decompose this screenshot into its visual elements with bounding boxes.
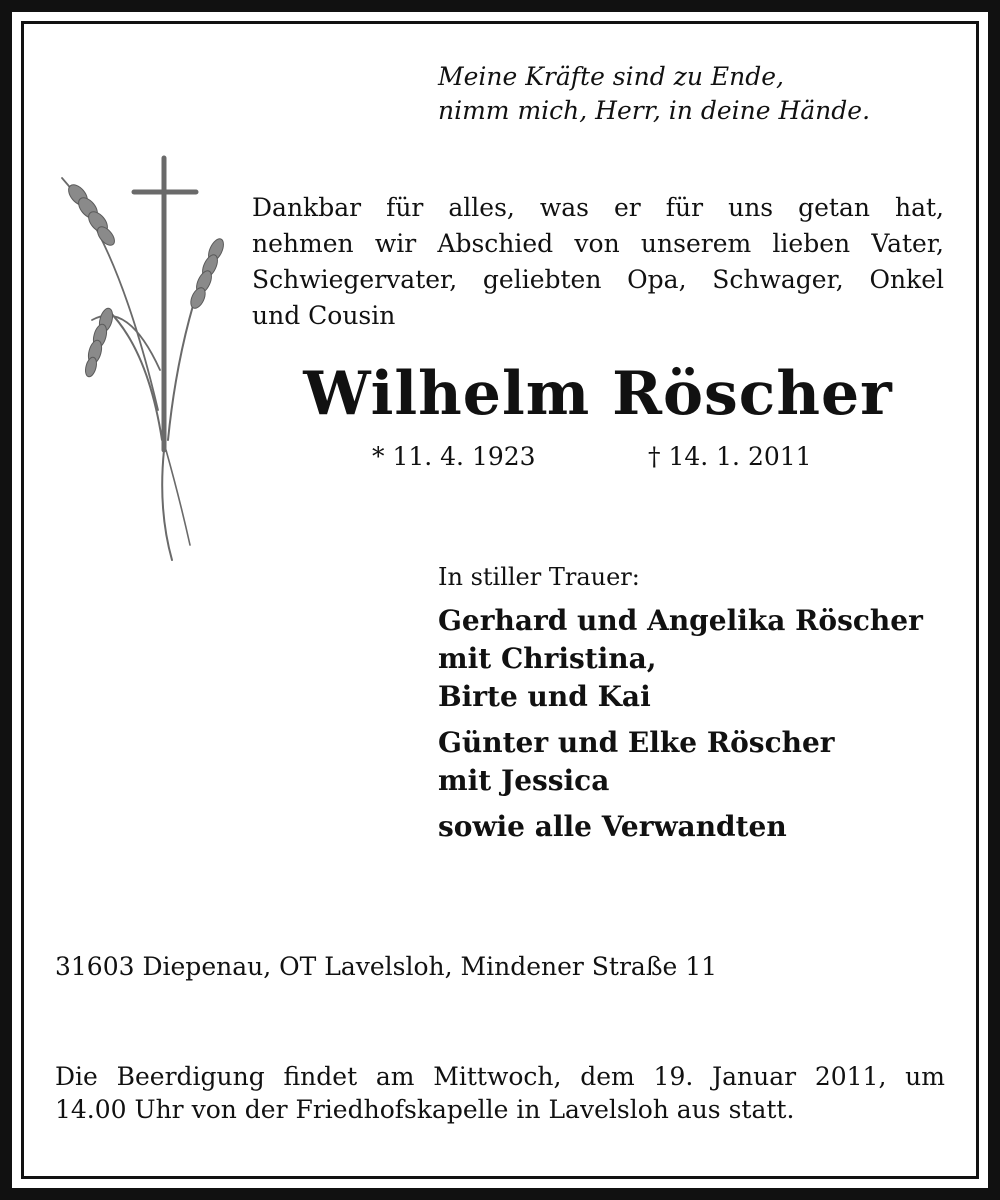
- funeral-notice: [55, 1060, 945, 1126]
- family-group-gerhard: [438, 602, 958, 716]
- funeral-line-2: 14.00 Uhr von der Friedhofskapelle in Lavelsloh aus statt.: [55, 1095, 795, 1124]
- intro-line-1: Dankbar für alles, was er für uns getan hat,: [252, 193, 944, 222]
- cross-with-wheat-icon: [48, 150, 238, 570]
- funeral-line-1: Die Beerdigung findet am Mittwoch, dem 19. Januar 2011, um: [55, 1062, 945, 1091]
- family-line: mit Christina,: [438, 642, 657, 675]
- family-group-guenter: [438, 724, 958, 800]
- motto-verse: [438, 60, 958, 128]
- mourning-label: In stiller Trauer:: [438, 563, 640, 591]
- death-date: † 14. 1. 2011: [648, 442, 812, 471]
- deceased-name: Wilhelm Röscher: [303, 359, 893, 429]
- address: 31603 Diepenau, OT Lavelsloh, Mindener Straße 11: [55, 952, 718, 981]
- motto-line-1: Meine Kräfte sind zu Ende,: [438, 62, 784, 91]
- family-line: Gerhard und Angelika Röscher: [438, 604, 923, 637]
- family-group-relatives: [438, 808, 958, 846]
- intro-line-3: Schwiegervater, geliebten Opa, Schwager, Onkel: [252, 265, 944, 294]
- intro-line-2: nehmen wir Abschied von unserem lieben Vater,: [252, 229, 944, 258]
- family-line: Günter und Elke Röscher: [438, 726, 835, 759]
- family-line: sowie alle Verwandten: [438, 810, 787, 843]
- birth-date: * 11. 4. 1923: [372, 442, 536, 471]
- mourning-section: [438, 560, 958, 854]
- motto-line-2: nimm mich, Herr, in deine Hände.: [438, 96, 871, 125]
- intro-text: [252, 190, 944, 334]
- family-line: mit Jessica: [438, 764, 610, 797]
- family-line: Birte und Kai: [438, 680, 651, 713]
- intro-line-4: und Cousin: [252, 301, 396, 330]
